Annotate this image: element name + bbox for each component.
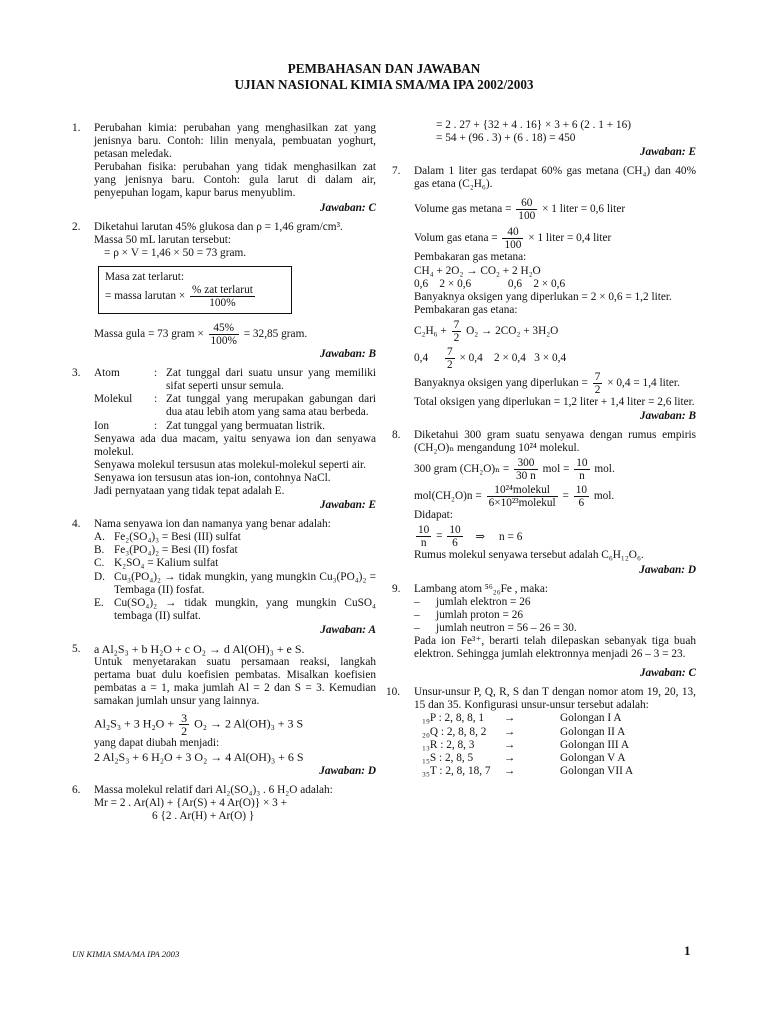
equation: 0,4	[414, 352, 429, 365]
equation: Mr = 2 . Ar(Al) + {Ar(S) + 4 Ar(O)} × 3 +	[94, 796, 287, 809]
equation: × 0,4 2 × 0,4 3 × 0,4	[459, 352, 567, 365]
paragraph: Banyaknya oksigen yang diperlukan = 2 × 0,6 = 1,2 liter.	[414, 290, 672, 303]
paragraph: Senyawa ada dua macam, yaitu senyawa ion dan senyawa molekul.	[94, 432, 376, 458]
arrow-icon: →	[504, 764, 516, 777]
paragraph: Pada ion Fe³⁺, berarti telah dilepaskan sebanyak tiga buah elektron. Sehingga jumlah elektronnya menjadi 26 – 3 = 23.	[414, 634, 696, 661]
configuration-table	[422, 712, 696, 777]
page-number: 1	[684, 943, 691, 958]
paragraph: Pembakaran gas metana:	[414, 251, 527, 264]
title-line-1: PEMBAHASAN DAN JAWABAN	[287, 61, 481, 76]
question-2	[72, 221, 376, 361]
equation: = 2 . 27 + {32 + 4 . 16} × 3 + 6 (2 . 1 + 16)	[436, 119, 631, 131]
definition-row: Ion : Zat tunggal yang bermuatan listrik.	[94, 419, 326, 432]
paragraph: Didapat:	[414, 509, 453, 522]
fraction: $\frac{300}{30 n}$	[516, 457, 536, 483]
table-cell: Golongan II A	[560, 725, 626, 738]
fraction: $\frac{10}{6}$	[449, 524, 461, 550]
equation: 300 gram (CH₂O)ₙ =	[414, 463, 510, 476]
equation: Al₂S₃ + 3 H₂O +	[94, 716, 175, 731]
list-item: – jumlah proton = 26	[414, 608, 524, 621]
question-number: 5.	[72, 643, 81, 655]
question-7	[392, 165, 696, 423]
paragraph: Total oksigen yang diperlukan = 1,2 liter + 1,4 liter = 2,6 liter.	[414, 395, 695, 408]
paragraph: Perubahan kimia: perubahan yang menghasilkan zat yang jenisnya baru. Contoh: lilin menyala, pembuatan yoghurt, petasan meledak.	[94, 122, 376, 161]
arrow-icon: →	[504, 725, 516, 738]
answer-label: Jawaban: B	[639, 410, 696, 423]
answer-label: Jawaban: C	[639, 667, 696, 680]
question-number: 6.	[72, 783, 81, 796]
equation: Volume gas metana =	[414, 203, 512, 216]
arrow-icon: →	[504, 751, 516, 764]
question-number: 10.	[386, 686, 401, 699]
equation: 0,6 2 × 0,6 0,6 2 × 0,6	[414, 277, 566, 290]
equation: × 1 liter = 0,4 liter	[528, 232, 612, 245]
equation: a Al₂S₃ + b H₂O + c O₂ → d Al(OH)₃ + e S.	[94, 642, 305, 656]
question-8	[392, 429, 696, 576]
equation: mol.	[593, 490, 615, 503]
question-number: 4.	[72, 518, 81, 531]
paragraph: Untuk menyetarakan suatu persamaan reaksi, langkah pertama buat dulu koefisien pembatas. Misalkan koefisien pembatas a = 1, maka jumlah Al = 2 dan S = 3. Kemudian samakan jumlah unsur yang lainnya.	[94, 656, 376, 708]
answer-label: Jawaban: E	[639, 146, 696, 159]
equation: Banyaknya oksigen yang diperlukan =	[414, 377, 588, 390]
equation: =	[562, 490, 569, 503]
fraction: $\frac{45\%}{100\%}$	[210, 322, 237, 348]
fraction: $\frac{7}{2}$	[446, 345, 453, 371]
fraction: $\frac{\text{\% zat terlarut}}{100\%}$	[192, 284, 253, 310]
paragraph: yang dapat diubah menjadi:	[94, 737, 220, 750]
paragraph: Unsur-unsur P, Q, R, S dan T dengan nomor atom 19, 20, 13, 15 dan 35. Konfigurasi unsur-unsur tersebut adalah:	[414, 686, 696, 712]
question-10	[386, 686, 696, 778]
equation: Volum gas etana =	[414, 232, 498, 245]
table-cell: ₃₅T : 2, 8, 18, 7	[422, 764, 491, 777]
equation: × 0,4 = 1,4 liter.	[607, 377, 680, 390]
question-5	[72, 643, 376, 778]
question-4	[72, 518, 376, 637]
table-cell: Golongan I A	[560, 712, 622, 725]
fraction: $\frac{10}{6}$	[575, 484, 588, 510]
option-a: A. Fe₂(SO₄)₃ = Besi (III) sulfat	[94, 531, 241, 544]
question-9	[392, 583, 696, 681]
table-cell: Golongan III A	[560, 738, 630, 751]
question-number: 9.	[392, 582, 401, 595]
question-6	[72, 784, 376, 823]
arrow-icon: →	[504, 712, 516, 725]
list-item: – jumlah elektron = 26	[414, 595, 531, 608]
equation: O₂ → 2CO₂ + 3H₂O	[466, 325, 559, 338]
footer-text: UN KIMIA SMA/MA IPA 2003	[72, 949, 180, 959]
equation: = 54 + (96 . 3) + (6 . 18) = 450	[436, 132, 576, 145]
definition-row: Molekul : Zat tunggal yang merupakan gabungan dari dua atau lebih atom yang sama atau berbeda.	[94, 393, 376, 419]
formula-box	[98, 266, 292, 314]
table-cell: ₁₅S : 2, 8, 5	[422, 751, 474, 764]
equation: =	[436, 530, 443, 543]
equation: CH₄ + 2O₂ → CO₂ + 2 H₂O	[414, 264, 541, 277]
equation: mol.	[594, 463, 615, 476]
fraction: $\frac{7}{2}$	[453, 318, 460, 344]
definition-row: Atom : Zat tunggal dari suatu unsur yang memiliki sifat seperti unsur semula.	[94, 367, 376, 393]
paragraph: Diketahui 300 gram suatu senyawa dengan rumus empiris (CH₂O)ₙ mengandung 10²⁴ molekul.	[414, 429, 696, 455]
answer-label: Jawaban: D	[319, 764, 376, 777]
question-number: 8.	[392, 429, 401, 442]
fraction: $\frac{\text{10²⁴molekul}}{\text{6×10²³molekul}}$	[488, 484, 556, 510]
fraction: $\frac{60}{100}$	[518, 197, 536, 223]
equation: mol(CH₂O)n =	[414, 490, 482, 503]
equation: = ρ × V = 1,46 × 50 = 73 gram.	[104, 246, 247, 259]
question-number: 7.	[392, 165, 401, 178]
table-cell: ₂₀Q : 2, 8, 8, 2	[422, 725, 487, 738]
paragraph: Jadi pernyataan yang tidak tepat adalah E.	[94, 484, 285, 497]
list-item: – jumlah neutron = 56 – 26 = 30.	[414, 621, 577, 634]
fraction: $\frac{40}{100}$	[504, 226, 522, 252]
paragraph: Lambang atom ⁵⁶₂₆Fe , maka:	[414, 582, 549, 595]
paragraph: Diketahui larutan 45% glukosa dan ρ = 1,46 gram/cm³.	[94, 220, 343, 233]
table-cell: ₁₉P : 2, 8, 8, 1	[422, 712, 485, 725]
equation: × 1 liter = 0,6 liter	[542, 203, 626, 216]
paragraph: Dalam 1 liter gas terdapat 60% gas metana (CH₄) dan 40% gas etana (C₂H₆).	[414, 165, 696, 191]
left-column	[72, 122, 376, 823]
arrow-icon: →	[504, 738, 516, 751]
table-cell: Golongan VII A	[560, 764, 634, 777]
question-number: 2.	[72, 220, 81, 233]
paragraph: Nama senyawa ion dan namanya yang benar adalah:	[94, 518, 331, 531]
paragraph: Rumus molekul senyawa tersebut adalah C₆H₁₂O₆.	[414, 549, 644, 562]
right-column	[386, 119, 696, 778]
option-c: C. K₂SO₄ = Kalium sulfat	[94, 557, 219, 570]
answer-label: Jawaban: E	[319, 499, 376, 512]
box-formula: = massa larutan ×	[105, 290, 186, 303]
question-number: 3.	[72, 367, 81, 380]
fraction: $\frac{7}{2}$	[594, 370, 601, 396]
paragraph: Senyawa ion tersusun atas ion-ion, contohnya NaCl.	[94, 471, 331, 484]
equation: Massa gula = 73 gram ×	[94, 328, 204, 341]
table-cell: ₁₃R : 2, 8, 3	[422, 738, 475, 751]
paragraph: Massa 50 mL larutan tersebut:	[94, 233, 231, 246]
question-number: 1.	[72, 122, 81, 134]
equation: O₂ → 2 Al(OH)₃ + 3 S	[194, 716, 304, 731]
box-label: Masa zat terlarut:	[105, 270, 185, 283]
option-e: E. Cu(SO₄)₂ → tidak mungkin, yang mungkin CuSO₄ tembaga (II) sulfat.	[94, 596, 376, 622]
question-6-continued	[392, 119, 696, 159]
fraction: $\frac{10}{n}$	[576, 457, 588, 483]
answer-label: Jawaban: A	[320, 623, 376, 636]
paragraph: Perubahan fisika: perubahan yang tidak menghasilkan zat yang jenisnya baru. Contoh: gula larut di dalam air, penyepuhan logam, kapur barus menyublim.	[94, 161, 376, 200]
table-cell: Golongan V A	[560, 751, 626, 764]
question-1	[72, 122, 376, 215]
equation: 6 {2 . Ar(H) + Ar(O) }	[152, 809, 255, 822]
fraction: $\frac{3}{2}$	[181, 711, 188, 739]
option-b: B. Fe₃(PO₄)₂ = Besi (II) fosfat	[94, 544, 238, 557]
equation: C₂H₆ +	[414, 325, 447, 338]
answer-label: Jawaban: C	[319, 201, 376, 214]
paragraph: Massa molekul relatif dari Al₂(SO₄)₃ . 6 H₂O adalah:	[94, 783, 333, 796]
option-d: D. Cu₃(PO₄)₂ → tidak mungkin, yang mungkin Cu₃(PO₄)₂ = Tembaga (II) fosfat.	[94, 570, 376, 596]
paragraph: Pembakaran gas etana:	[414, 303, 518, 316]
answer-label: Jawaban: D	[639, 563, 696, 576]
equation: 2 Al₂S₃ + 6 H₂O + 3 O₂ → 4 Al(OH)₃ + 6 S	[94, 749, 304, 764]
answer-label: Jawaban: B	[319, 348, 376, 361]
equation: = 32,85 gram.	[243, 328, 308, 341]
equation: mol =	[542, 463, 570, 476]
question-3	[72, 367, 376, 512]
equation: ⇒ n = 6	[475, 530, 523, 543]
paragraph: Senyawa molekul tersusun atas molekul-molekul seperti air.	[94, 458, 367, 471]
fraction: $\frac{10}{n}$	[418, 524, 430, 550]
title-line-2: UJIAN NASIONAL KIMIA SMA/MA IPA 2002/2003	[234, 77, 534, 92]
